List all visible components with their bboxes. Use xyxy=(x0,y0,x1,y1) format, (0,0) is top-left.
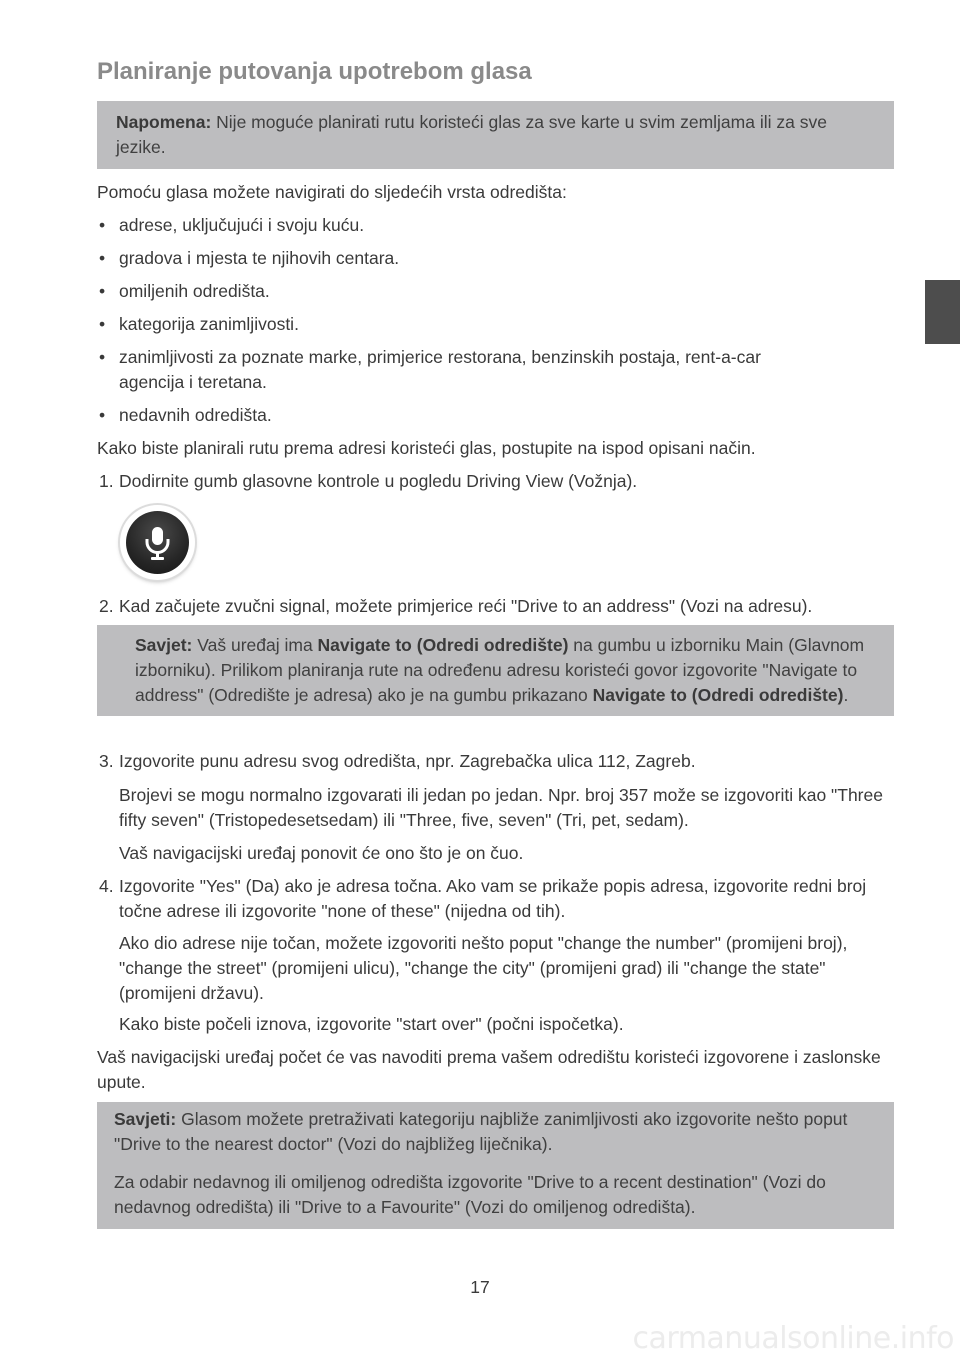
outro-text: Vaš navigacijski uređaj počet će vas navoditi prema vašem odredištu koristeći izgovorene i zaslonske upute. xyxy=(97,1047,881,1092)
microphone-icon xyxy=(126,511,189,574)
list-item: • kategorija zanimljivosti. xyxy=(99,314,299,334)
step-4: 4. Izgovorite "Yes" (Da) ako je adresa točna. Ako vam se prikaže popis adresa, izgovorite redni broj točne adrese ili izgovorite "none of these" (nijedna od tih). xyxy=(99,876,867,921)
watermark: carmanualsonline.info xyxy=(632,1321,954,1356)
tip-text: Savjet: Vaš uređaj ima Navigate to (Odredi odredište) na gumbu u izborniku Main (Glavnom izborniku). Prilikom planiranja rute na određenu adresu koristeći govor izgovorite "Navigate to address" (Odredište je adresa) ako je na gumbu prikazano Navigate to (Odredi odredište). xyxy=(135,635,865,705)
tip-label: Savjet: xyxy=(135,635,193,655)
page-number: 17 xyxy=(470,1277,490,1297)
list-item: • omiljenih odredišta. xyxy=(99,281,270,301)
page-title: Planiranje putovanja upotrebom glasa xyxy=(97,58,532,85)
tips-text-2: Za odabir nedavnog ili omiljenog odredišta izgovorite "Drive to a recent destination" (Vozi do nedavnog odredišta) ili "Drive to a Favourite" (Vozi do omiljenog odredišta). xyxy=(114,1172,826,1217)
step-3-detail: Brojevi se mogu normalno izgovarati ili jedan po jedan. Npr. broj 357 može se izgovoriti kao "Three fifty seven" (Tristopedesetsedam) ili "Three, five, seven" (Tri, pet, sedam). xyxy=(119,785,883,830)
note-label: Napomena: xyxy=(116,112,212,132)
voice-control-button xyxy=(120,505,195,580)
how-to-text: Kako biste planirali rutu prema adresi koristeći glas, postupite na ispod opisani način. xyxy=(97,438,756,458)
step-3: 3. Izgovorite punu adresu svog odredišta, npr. Zagrebačka ulica 112, Zagreb. xyxy=(99,751,696,771)
step-4-detail: Kako biste počeli iznova, izgovorite "start over" (počni ispočetka). xyxy=(119,1014,624,1034)
tip-box xyxy=(97,625,894,716)
intro-text: Pomoću glasa možete navigirati do sljedećih vrsta odredišta: xyxy=(97,182,567,202)
step-4-detail: Ako dio adrese nije točan, možete izgovoriti nešto poput "change the number" (promijeni broj), "change the street" (promijeni ulicu), "change the city" (promijeni grad) ili "change the state" (promijeni državu). xyxy=(119,933,848,1003)
step-3-detail: Vaš navigacijski uređaj ponovit će ono što je on čuo. xyxy=(119,843,524,863)
tips-box xyxy=(97,1102,894,1229)
list-item: • zanimljivosti za poznate marke, primjerice restorana, benzinskih postaja, rent-a-car agencija i teretana. xyxy=(99,347,761,392)
note-box xyxy=(97,101,894,169)
step-2: 2. Kad začujete zvučni signal, možete primjerice reći "Drive to an address" (Vozi na adresu). xyxy=(99,596,813,616)
list-item: • gradova i mjesta te njihovih centara. xyxy=(99,248,400,268)
tips-label: Savjeti: xyxy=(114,1109,177,1129)
step-1: 1. Dodirnite gumb glasovne kontrole u pogledu Driving View (Vožnja). xyxy=(99,471,638,491)
note-text: Napomena: Nije moguće planirati rutu koristeći glas za sve karte u svim zemljama ili za sve jezike. xyxy=(116,112,827,157)
chapter-tab xyxy=(925,280,960,344)
tips-text-1: Savjeti: Glasom možete pretraživati kategoriju najbliže zanimljivosti ako izgovorite nešto poput "Drive to the nearest doctor" (Vozi do najbližeg liječnika). xyxy=(114,1109,848,1154)
list-item: • nedavnih odredišta. xyxy=(99,405,272,425)
list-item: • adrese, uključujući i svoju kuću. xyxy=(99,215,365,235)
